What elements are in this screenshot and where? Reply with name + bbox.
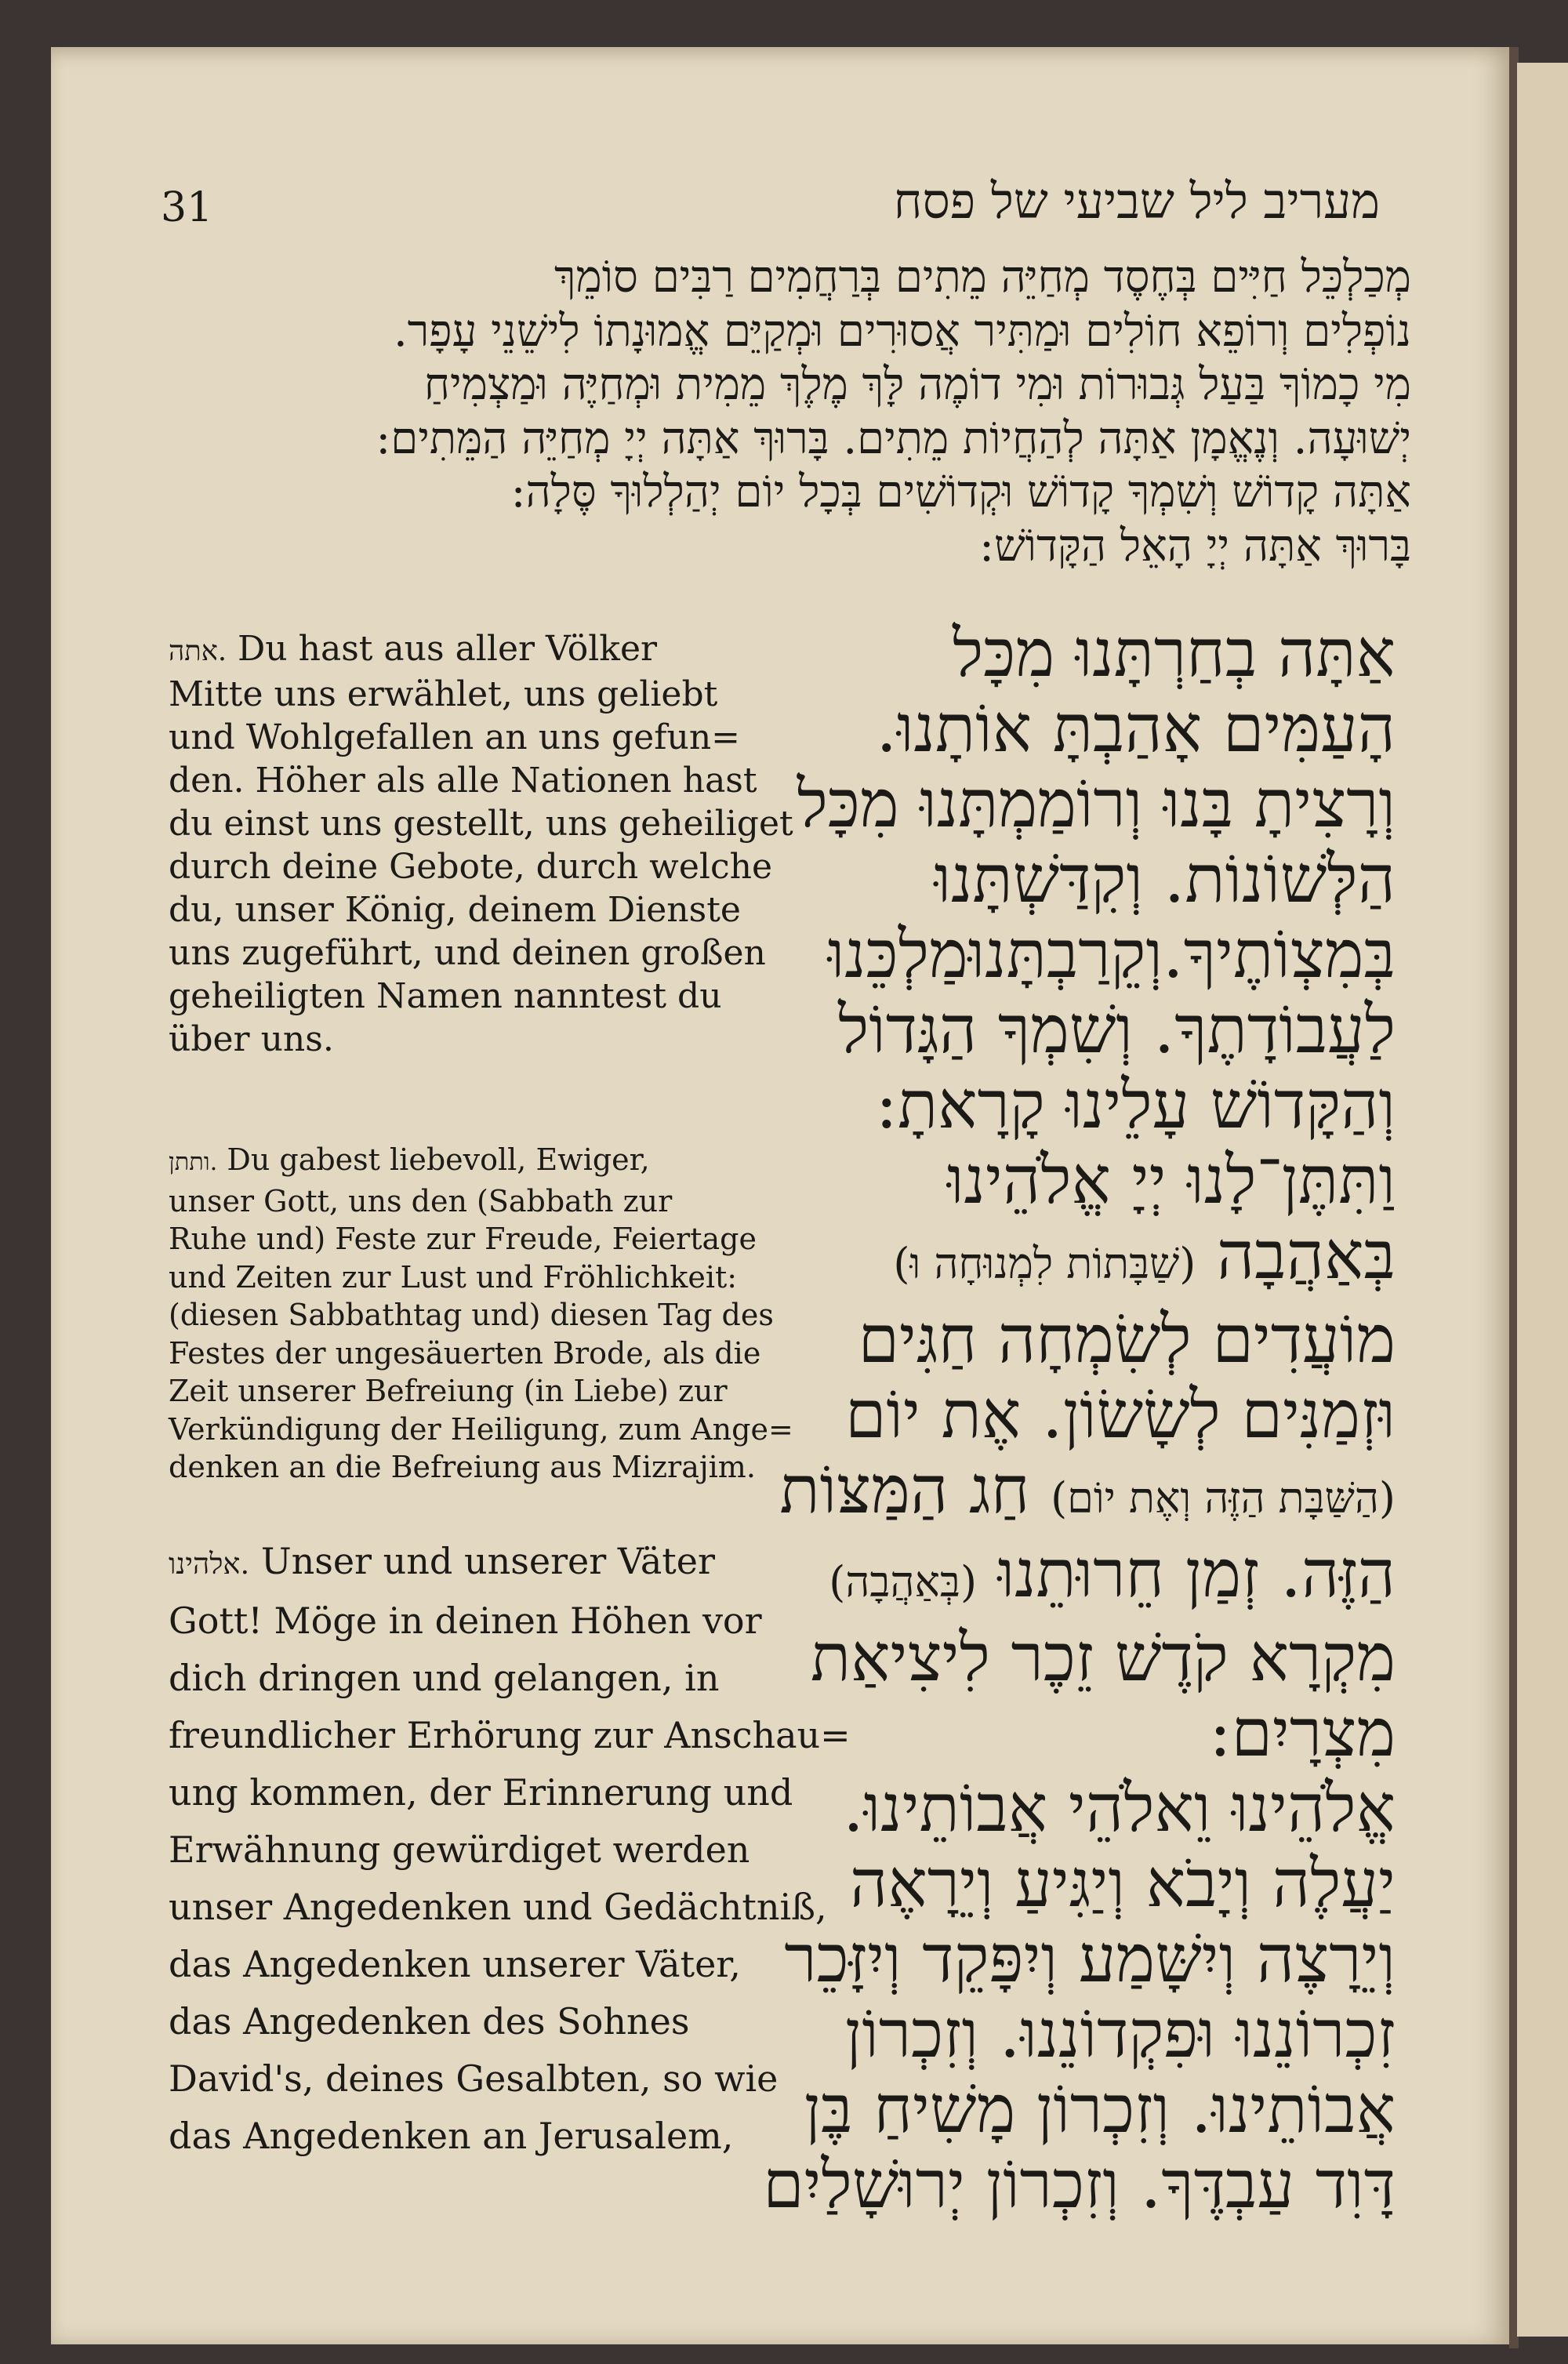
german-text: Unser und unserer Väter xyxy=(260,1540,716,1582)
hebrew-line: הָעַמִּים אָהַבְתָּ אוֹתָנוּ. xyxy=(876,690,1396,767)
german-line: Gott! Möge in deinen Höhen vor xyxy=(169,1600,762,1642)
hebrew-right-column xyxy=(763,615,1396,2223)
german-text: Du gabest liebevoll, Ewiger, xyxy=(227,1142,650,1177)
hebrew-line xyxy=(784,1218,1396,1302)
german-line: Festes der ungesäuerten Brode, als die xyxy=(169,1335,761,1371)
german-line: dich dringen und gelangen, in xyxy=(169,1657,720,1699)
german-paragraph-2 xyxy=(169,1141,793,1487)
hebrew-line: וּזְמַנִּים לְשָׂשׂוֹן. אֶת יוֹם xyxy=(845,1376,1396,1453)
german-line: (diesen Sabbathtag und) diesen Tag des xyxy=(169,1298,774,1332)
german-line: Erwähnung gewürdiget werden xyxy=(169,1828,750,1871)
hebrew-parenthetical: (שַׁבָּתוֹת לִמְנוּחָה וּ) xyxy=(893,1239,1196,1288)
hebrew-line: אֲבוֹתֵינוּ. וְזִכְרוֹן מָשִׁיחַ בֶּן xyxy=(804,2071,1396,2148)
german-line: ung kommen, der Erinnerung und xyxy=(169,1771,793,1814)
german-line xyxy=(169,627,764,673)
german-text: Du hast aus aller Völker xyxy=(238,629,658,669)
german-line: den. Höher als alle Nationen hast xyxy=(169,761,757,801)
hebrew-line: נוֹפְלִים וְרוֹפֵא חוֹלִים וּמַתִּיר אֲסוּרִים וּמְקַיֵּם אֱמוּנָתוֹ לִישֵׁנֵי עָפָר. xyxy=(393,305,1411,357)
hebrew-keyword: ותתן. xyxy=(169,1149,218,1176)
hebrew-line: זִכְרוֹנֵנוּ וּפִקְדוֹנֵנוּ. וְזִכְרוֹן xyxy=(844,1995,1396,2072)
german-line: durch deine Gebote, durch welche xyxy=(169,847,772,887)
hebrew-line: מִקְרָא קֹדֶשׁ זֵכֶר לִיצִיאַת xyxy=(810,1619,1396,1696)
german-line: das Angedenken an Jerusalem, xyxy=(169,2115,734,2157)
running-title: מעריב ליל שביעי של פסח xyxy=(893,172,1380,230)
hebrew-word: הַזֶּה. זְמַן חֵרוּתֵנוּ xyxy=(997,1535,1396,1612)
hebrew-line: הַלְּשׁוֹנוֹת. וְקִדַּשְׁתָּנוּ xyxy=(934,841,1396,917)
hebrew-line: אֱלֹהֵינוּ וֵאלֹהֵי אֲבוֹתֵינוּ. xyxy=(843,1770,1396,1847)
hebrew-parenthetical: (בְּאַהֲבָה) xyxy=(829,1557,978,1607)
hebrew-line: מִי כָמוֹךָ בַּעַל גְּבוּרוֹת וּמִי דוֹמֶה לָּךְ מֶלֶךְ מֵמִית וּמְחַיֶּה וּמַצְמִיחַ xyxy=(423,359,1411,410)
hebrew-line: וְרָצִיתָ בָּנוּ וְרוֹמַמְתָּנוּ מִכָּל xyxy=(797,765,1396,842)
hebrew-line: מִצְרָיִם: xyxy=(1209,1694,1396,1771)
german-line xyxy=(169,1141,764,1182)
hebrew-keyword: אלהינו. xyxy=(169,1547,250,1581)
hebrew-line: בְּמִצְוֹתֶיךָ.וְקֵרַבְתָּנוּמַלְכֵּנוּ xyxy=(827,916,1396,993)
german-line: freundlicher Erhörung zur Anschau= xyxy=(169,1714,851,1756)
hebrew-line: דָּוִד עַבְדֶּךָ. וְזִכְרוֹן יְרוּשָׁלַיִם xyxy=(763,2146,1396,2223)
german-line: denken an die Befreiung aus Mizrajim. xyxy=(169,1450,756,1484)
hebrew-word: בְּאַהֲבָה xyxy=(1216,1217,1396,1294)
hebrew-keyword: אתה. xyxy=(169,635,227,667)
hebrew-line: מְכַלְכֵּל חַיִּים בְּחֶסֶד מְחַיֵּה מֵתִים בְּרַחֲמִים רַבִּים סוֹמֵךְ xyxy=(554,252,1411,303)
german-line: Ruhe und) Feste zur Freude, Feiertage xyxy=(169,1222,757,1256)
facing-page-edge xyxy=(1517,63,1568,2337)
german-line: unser Angedenken und Gedächtniß, xyxy=(169,1886,827,1928)
german-line: uns zugeführt, und deinen großen xyxy=(169,933,766,973)
german-paragraph-1 xyxy=(169,627,793,1061)
german-line: und Zeiten zur Lust und Fröhlichkeit: xyxy=(169,1259,738,1295)
page-header xyxy=(110,169,1380,239)
german-line: David's, deines Gesalbten, so wie xyxy=(169,2057,779,2100)
german-line: du, unser König, deinem Dienste xyxy=(169,890,741,930)
hebrew-line: מוֹעֲדִים לְשִׂמְחָה חַגִּים xyxy=(858,1301,1396,1378)
german-line: das Angedenken unserer Väter, xyxy=(169,1943,741,1985)
page-number: 31 xyxy=(161,184,213,231)
hebrew-line: לַעֲבוֹדָתֶךָ. וְשִׁמְךָ הַגָּדוֹל xyxy=(837,991,1396,1068)
german-line: über uns. xyxy=(169,1019,334,1059)
hebrew-line: יַעֲלֶה וְיָבֹא וְיַגִּיעַ וְיֵרָאֶה xyxy=(850,1845,1396,1922)
german-line: Verkündigung der Heiligung, zum Ange= xyxy=(169,1411,793,1447)
german-paragraph-3 xyxy=(169,1533,851,2165)
hebrew-line xyxy=(779,1451,1396,1536)
hebrew-line xyxy=(784,1536,1396,1620)
german-line: das Angedenken des Sohnes xyxy=(169,2000,690,2043)
hebrew-line: וְהַקָּדוֹשׁ עָלֵינוּ קָרָאתָ: xyxy=(875,1066,1396,1143)
hebrew-word: חַג הַמַּצּוֹת xyxy=(779,1451,1030,1528)
german-line xyxy=(169,1533,764,1592)
hebrew-line: בָּרוּךְ אַתָּה יְיָ הָאֵל הַקָּדוֹשׁ: xyxy=(979,520,1411,572)
german-line: und Wohlgefallen an uns gefun= xyxy=(169,717,741,757)
german-line: Zeit unserer Befreiung (in Liebe) zur xyxy=(169,1374,728,1408)
hebrew-line: אַתָּה בְחַרְתָּנוּ מִכָּל xyxy=(953,615,1396,692)
german-line: unser Gott, uns den (Sabbath zur xyxy=(169,1183,673,1218)
german-line: Mitte uns erwählet, uns geliebt xyxy=(169,674,718,714)
hebrew-top-paragraph xyxy=(157,251,1411,573)
hebrew-parenthetical: (הַשַּׁבָּת הַזֶּה וְאֶת יוֹם) xyxy=(1051,1473,1396,1523)
hebrew-line: אַתָּה קָדוֹשׁ וְשִׁמְךָ קָדוֹשׁ וּקְדוֹשִׁים בְּכָל יוֹם יְהַלְלוּךָ סֶּלָה: xyxy=(510,467,1411,517)
german-line: du einst uns gestellt, uns geheiliget xyxy=(169,804,793,844)
german-line: geheiligten Namen nanntest du xyxy=(169,976,722,1016)
hebrew-line: וַתִּתֶּן־לָנוּ יְיָ אֱלֹהֵינוּ xyxy=(947,1142,1396,1218)
hebrew-line: וְיֵרָצֶה וְיִשָּׁמַע וְיִפָּקֵד וְיִזָּכֵר xyxy=(784,1920,1396,1997)
hebrew-line: יְשׁוּעָה. וְנֶאֱמָן אַתָּה לְהַחֲיוֹת מֵתִים. בָּרוּךְ אַתָּה יְיָ מְחַיֵּה הַמֵּתִים: xyxy=(376,412,1411,464)
